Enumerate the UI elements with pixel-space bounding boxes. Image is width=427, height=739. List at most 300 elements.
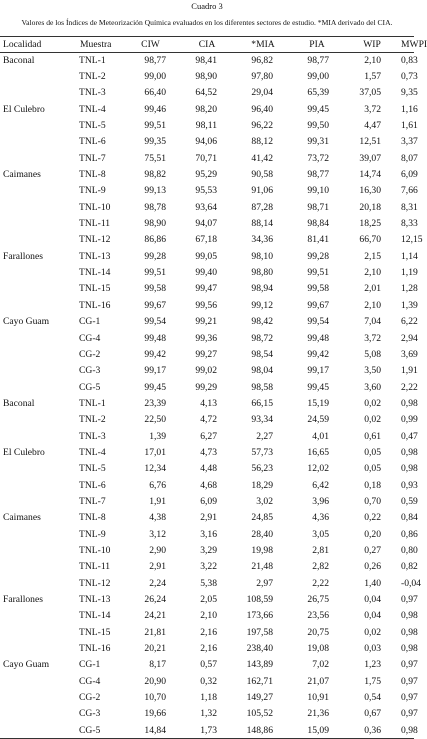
cell-muestra: CG-5 (70, 723, 122, 739)
cell-muestra: TNL-4 (79, 103, 106, 115)
cell-ciw: 99,13 (144, 185, 166, 197)
cell-mwpi: 12,15 (401, 234, 423, 246)
cell-ciw: 99,28 (144, 250, 166, 262)
cell-muestra: CG-2 (79, 692, 101, 704)
cell-pia: 99,58 (307, 283, 329, 295)
cell-ciw: 23,39 (144, 397, 166, 409)
cell-localidad (0, 85, 70, 101)
cell-pia: 21,36 (307, 708, 329, 720)
cell-mia: 3,02 (256, 495, 273, 507)
cell-wip: 14,74 (359, 169, 381, 181)
cell-localidad (0, 625, 70, 641)
cell-muestra: TNL-2 (79, 414, 106, 426)
table-row (0, 723, 414, 739)
cell-cia: 99,56 (195, 299, 217, 311)
cell-localidad (0, 576, 70, 592)
cell-pia: 99,10 (307, 185, 329, 197)
cell-wip: 1,23 (364, 659, 381, 671)
cell-wip: 0,61 (364, 430, 381, 442)
cell-ciw: 21,81 (144, 626, 166, 638)
cell-muestra: TNL-14 (79, 610, 111, 622)
cell-wip: 4,47 (364, 120, 381, 132)
table-row (0, 576, 414, 592)
cell-mwpi: 0,98 (401, 463, 418, 475)
cell-cia: 6,09 (200, 495, 217, 507)
cell-muestra: CG-5 (79, 381, 101, 393)
cell-ciw: 6,76 (149, 479, 166, 491)
cell-localidad (0, 363, 70, 379)
cell-ciw: 3,12 (149, 528, 166, 540)
cell-ciw: 98,77 (144, 54, 166, 66)
cell-ciw: 1,91 (149, 495, 166, 507)
cell-localidad (0, 183, 70, 199)
cell-cia: 4,48 (200, 463, 217, 475)
cell-localidad (0, 118, 70, 134)
cell-pia: 2,22 (312, 577, 329, 589)
cell-mwpi: 0,98 (401, 397, 418, 409)
table-row (0, 298, 414, 314)
table-row (0, 249, 414, 265)
cell-mwpi: 0,97 (401, 594, 418, 606)
cell-pia: 99,45 (307, 381, 329, 393)
cell-ciw: 98,82 (144, 169, 166, 181)
cell-cia: 0,32 (200, 675, 217, 687)
cell-ciw: 10,70 (144, 692, 166, 704)
cell-mia: 98,94 (251, 283, 273, 295)
cell-muestra: TNL-4 (79, 446, 106, 458)
cell-mwpi: 3,37 (401, 136, 418, 148)
cell-mwpi: 0,98 (401, 723, 414, 739)
cell-mia: 105,52 (246, 708, 273, 720)
table-row (0, 592, 414, 608)
cell-wip: 39,07 (359, 152, 381, 164)
cell-mia: 88,12 (251, 136, 273, 148)
cell-mia: 96,82 (251, 54, 273, 66)
header-mwpi: MWPI (401, 37, 414, 53)
cell-wip: 0,20 (364, 528, 381, 540)
table-row (0, 690, 414, 706)
cell-muestra: CG-4 (79, 675, 101, 687)
cell-pia: 98,84 (307, 218, 329, 230)
table-row (0, 379, 414, 395)
cell-ciw: 98,90 (144, 218, 166, 230)
cell-cia: 5,38 (200, 577, 217, 589)
cell-mwpi: 9,35 (401, 87, 418, 99)
cell-wip: 0,27 (364, 544, 381, 556)
cell-muestra: TNL-1 (79, 397, 106, 409)
cell-mwpi: 0,47 (401, 430, 418, 442)
cell-wip: 0,02 (364, 626, 381, 638)
cell-wip: 0,70 (364, 495, 381, 507)
table-row (0, 428, 414, 444)
table-row (0, 657, 414, 673)
cell-mwpi: 1,28 (401, 283, 418, 295)
cell-ciw: 8,17 (149, 659, 166, 671)
cell-localidad (0, 281, 70, 297)
cell-wip: 1,57 (364, 71, 381, 83)
cell-mia: 149,27 (246, 692, 273, 704)
cell-muestra: TNL-3 (79, 430, 106, 442)
cell-localidad (0, 134, 70, 150)
cell-wip: 18,25 (359, 218, 381, 230)
cell-cia: 1,18 (200, 692, 217, 704)
cell-wip: 3,50 (364, 365, 381, 377)
cell-ciw: 99,51 (144, 267, 166, 279)
cell-muestra: TNL-16 (79, 643, 111, 655)
cell-mia: 56,23 (251, 463, 273, 475)
cell-cia: 2,16 (200, 626, 217, 638)
cell-mia: 97,80 (251, 71, 273, 83)
cell-wip: 0,04 (364, 594, 381, 606)
cell-mia: 66,15 (251, 397, 273, 409)
cell-ciw: 99,67 (144, 299, 166, 311)
cell-wip: 0,18 (364, 479, 381, 491)
table-title: Cuadro 3 (191, 1, 223, 11)
table-row (0, 641, 414, 657)
cell-wip: 0,04 (364, 610, 381, 622)
cell-cia: 99,21 (195, 316, 217, 328)
cell-localidad (0, 216, 70, 232)
cell-cia: 95,29 (195, 169, 217, 181)
cell-muestra: TNL-1 (79, 54, 106, 66)
cell-ciw: 20,21 (144, 643, 166, 655)
cell-mwpi: 0,80 (401, 544, 418, 556)
cell-mia: 143,89 (246, 659, 273, 671)
cell-mia: 2,97 (256, 577, 273, 589)
cell-wip: 0,02 (364, 397, 381, 409)
cell-muestra: TNL-8 (79, 169, 106, 181)
cell-wip: 1,40 (364, 577, 381, 589)
cell-localidad: Cayo Guam (3, 659, 50, 671)
cell-mia: 197,58 (246, 626, 273, 638)
cell-mia: 93,34 (251, 414, 273, 426)
cell-mwpi: 0,93 (401, 479, 418, 491)
table-row (0, 674, 414, 690)
cell-localidad: Baconal (3, 54, 35, 66)
cell-ciw: 2,24 (149, 577, 166, 589)
cell-pia: 26,75 (307, 594, 329, 606)
cell-ciw: 1,39 (149, 430, 166, 442)
cell-cia: 3,29 (200, 544, 217, 556)
cell-wip: 3,72 (364, 103, 381, 115)
cell-ciw: 2,91 (149, 561, 166, 573)
cell-muestra: TNL-14 (79, 267, 111, 279)
cell-pia: 4,01 (312, 430, 329, 442)
cell-wip: 0,02 (364, 414, 381, 426)
cell-wip: 2,15 (364, 250, 381, 262)
cell-mia: 96,40 (251, 103, 273, 115)
cell-mia: 98,04 (251, 365, 273, 377)
table-row (0, 608, 414, 624)
table-row (0, 347, 414, 363)
cell-ciw: 99,54 (144, 316, 166, 328)
cell-muestra: CG-3 (79, 708, 101, 720)
cell-localidad (0, 461, 70, 477)
cell-cia: 99,36 (195, 332, 217, 344)
cell-ciw: 99,00 (144, 71, 166, 83)
cell-ciw: 4,38 (149, 512, 166, 524)
table-row (0, 281, 414, 297)
cell-cia: 99,02 (195, 365, 217, 377)
cell-cia: 99,05 (195, 250, 217, 262)
cell-wip: 0,67 (364, 708, 381, 720)
cell-cia: 2,16 (200, 643, 217, 655)
table-row (0, 461, 414, 477)
cell-cia: 94,06 (195, 136, 217, 148)
cell-cia: 98,41 (195, 54, 217, 66)
cell-pia: 20,75 (307, 626, 329, 638)
cell-pia: 99,54 (307, 316, 329, 328)
cell-pia: 81,41 (307, 234, 329, 246)
cell-muestra: CG-4 (79, 332, 101, 344)
cell-mia: 173,66 (246, 610, 273, 622)
cell-ciw: 20,90 (144, 675, 166, 687)
cell-ciw: 22,50 (144, 414, 166, 426)
table-row (0, 526, 414, 542)
cell-cia: 99,29 (195, 381, 217, 393)
cell-localidad (0, 330, 70, 346)
cell-pia: 99,50 (307, 120, 329, 132)
cell-mia: 98,80 (251, 267, 273, 279)
cell-mia: 91,06 (251, 185, 273, 197)
cell-pia: 3,05 (312, 528, 329, 540)
cell-cia: 64,52 (195, 87, 217, 99)
cell-mia: 87,28 (251, 201, 273, 213)
cell-wip: 0,36 (343, 723, 401, 739)
cell-localidad (0, 494, 70, 510)
cell-mia: 98,54 (251, 348, 273, 360)
cell-pia: 2,81 (312, 544, 329, 556)
cell-cia: 2,10 (200, 610, 217, 622)
cell-mwpi: 2,22 (401, 381, 418, 393)
cell-mwpi: 1,91 (401, 365, 418, 377)
table-row (0, 69, 414, 85)
cell-mia: 96,22 (251, 120, 273, 132)
cell-localidad (0, 428, 70, 444)
cell-muestra: TNL-12 (79, 234, 111, 246)
cell-cia: 6,27 (200, 430, 217, 442)
cell-cia: 98,90 (195, 71, 217, 83)
cell-pia: 99,67 (307, 299, 329, 311)
cell-mia: 162,71 (246, 675, 273, 687)
cell-cia: 99,47 (195, 283, 217, 295)
cell-muestra: TNL-13 (79, 594, 111, 606)
cell-wip: 20,18 (359, 201, 381, 213)
cell-localidad: Farallones (3, 594, 43, 606)
cell-localidad (0, 526, 70, 542)
cell-localidad (0, 608, 70, 624)
cell-localidad (0, 723, 70, 739)
table-row (0, 265, 414, 281)
table-row (0, 314, 414, 330)
cell-mwpi: 0,98 (401, 643, 418, 655)
cell-wip: 0,05 (364, 463, 381, 475)
table-row (0, 706, 414, 722)
cell-pia: 2,82 (312, 561, 329, 573)
cell-cia: 67,18 (195, 234, 217, 246)
cell-ciw: 26,24 (144, 594, 166, 606)
cell-pia: 99,45 (307, 103, 329, 115)
cell-localidad (0, 477, 70, 493)
cell-cia: 4,73 (200, 446, 217, 458)
cell-pia: 65,39 (307, 87, 329, 99)
cell-wip: 2,01 (364, 283, 381, 295)
cell-localidad (0, 690, 70, 706)
cell-ciw: 99,51 (144, 120, 166, 132)
cell-mwpi: 0,97 (401, 659, 418, 671)
cell-pia: 99,17 (307, 365, 329, 377)
cell-ciw: 19,66 (144, 708, 166, 720)
table-row (0, 183, 414, 199)
cell-localidad: Caimanes (3, 169, 41, 181)
cell-ciw: 99,35 (144, 136, 166, 148)
table-row (0, 200, 414, 216)
cell-cia: 94,07 (195, 218, 217, 230)
cell-muestra: TNL-9 (79, 528, 106, 540)
cell-wip: 1,75 (364, 675, 381, 687)
cell-localidad (0, 543, 70, 559)
cell-wip: 2,10 (364, 299, 381, 311)
table-row (0, 477, 414, 493)
cell-pia: 99,31 (307, 136, 329, 148)
cell-ciw: 99,48 (144, 332, 166, 344)
cell-pia: 99,48 (307, 332, 329, 344)
cell-localidad: Cayo Guam (3, 316, 50, 328)
cell-muestra: TNL-2 (79, 71, 106, 83)
table-row (0, 543, 414, 559)
cell-localidad (0, 200, 70, 216)
cell-pia: 10,91 (307, 692, 329, 704)
header-localidad: Localidad (0, 37, 70, 53)
cell-muestra: CG-2 (79, 348, 101, 360)
cell-mia: 108,59 (246, 594, 273, 606)
cell-mia: 98,10 (251, 250, 273, 262)
cell-mia: 57,73 (251, 446, 273, 458)
cell-mwpi: 0,84 (401, 512, 418, 524)
cell-cia: 95,53 (195, 185, 217, 197)
cell-cia: 4,68 (200, 479, 217, 491)
cell-localidad (0, 69, 70, 85)
cell-cia: 98,11 (195, 120, 217, 132)
cell-pia: 16,65 (307, 446, 329, 458)
cell-muestra: CG-3 (79, 365, 101, 377)
cell-mia: 21,48 (251, 561, 273, 573)
cell-mwpi: 0,83 (401, 54, 418, 66)
cell-localidad (0, 265, 70, 281)
table-header-row (0, 37, 414, 53)
cell-mia: 98,72 (251, 332, 273, 344)
cell-pia: 23,56 (307, 610, 329, 622)
cell-wip: 3,60 (364, 381, 381, 393)
cell-localidad (0, 232, 70, 248)
cell-mia: 41,42 (251, 152, 273, 164)
cell-ciw: 14,84 (122, 723, 179, 739)
cell-ciw: 24,21 (144, 610, 166, 622)
cell-pia: 98,77 (307, 54, 329, 66)
cell-pia: 99,51 (307, 267, 329, 279)
cell-muestra: TNL-6 (79, 479, 106, 491)
cell-cia: 1,32 (200, 708, 217, 720)
cell-pia: 12,02 (307, 463, 329, 475)
cell-muestra: TNL-16 (79, 299, 111, 311)
cell-mwpi: 8,31 (401, 201, 418, 213)
cell-mwpi: 1,19 (401, 267, 418, 279)
cell-muestra: TNL-6 (79, 136, 106, 148)
cell-mwpi: 3,69 (401, 348, 418, 360)
header-pia: PIA (291, 37, 343, 53)
table-row (0, 412, 414, 428)
table-row (0, 625, 414, 641)
cell-mia: 24,85 (251, 512, 273, 524)
cell-pia: 7,02 (312, 659, 329, 671)
cell-mia: 99,12 (251, 299, 273, 311)
cell-mwpi: 1,14 (401, 250, 418, 262)
cell-muestra: TNL-13 (79, 250, 111, 262)
cell-ciw: 12,34 (144, 463, 166, 475)
cell-wip: 37,05 (359, 87, 381, 99)
cell-mwpi: 1,61 (401, 120, 418, 132)
cell-mwpi: 0,97 (401, 675, 418, 687)
cell-wip: 0,05 (364, 446, 381, 458)
cell-ciw: 99,45 (144, 381, 166, 393)
table-row (0, 330, 414, 346)
cell-pia: 99,28 (307, 250, 329, 262)
cell-pia: 4,36 (312, 512, 329, 524)
cell-localidad (0, 674, 70, 690)
cell-muestra: TNL-10 (79, 544, 111, 556)
table-row (0, 232, 414, 248)
cell-ciw: 99,58 (144, 283, 166, 295)
table-caption: Valores de los Índices de Meteorización Química evaluados en los diferentes sectores de estudio. *MIA derivado del CIA. (21, 18, 393, 27)
cell-localidad (0, 151, 70, 167)
cell-mia: 28,40 (251, 528, 273, 540)
cell-cia: 4,72 (200, 414, 217, 426)
cell-cia: 2,91 (200, 512, 217, 524)
cell-cia: 1,73 (179, 723, 235, 739)
cell-ciw: 99,17 (144, 365, 166, 377)
cell-ciw: 17,01 (144, 446, 166, 458)
cell-mwpi: 0,98 (401, 610, 418, 622)
table-row (0, 559, 414, 575)
header-ciw: CIW (122, 37, 179, 53)
cell-localidad (0, 347, 70, 363)
cell-mwpi: 0,82 (401, 561, 418, 573)
cell-cia: 4,13 (200, 397, 217, 409)
cell-wip: 2,10 (364, 267, 381, 279)
cell-muestra: TNL-11 (79, 218, 111, 230)
weathering-index-table (0, 36, 427, 739)
cell-wip: 5,08 (364, 348, 381, 360)
cell-ciw: 75,51 (144, 152, 166, 164)
table-row (0, 102, 414, 118)
cell-cia: 70,71 (195, 152, 217, 164)
header-cia: CIA (179, 37, 235, 53)
cell-pia: 3,96 (312, 495, 329, 507)
cell-mwpi: 0,99 (401, 414, 418, 426)
cell-wip: 3,72 (364, 332, 381, 344)
cell-wip: 7,04 (364, 316, 381, 328)
cell-pia: 15,09 (291, 723, 343, 739)
cell-mia: 19,98 (251, 544, 273, 556)
cell-mwpi: 0,73 (401, 71, 418, 83)
cell-pia: 6,42 (312, 479, 329, 491)
header-muestra: Muestra (70, 37, 122, 53)
cell-mia: 88,14 (251, 218, 273, 230)
table-row (0, 510, 414, 526)
cell-mwpi: 1,39 (401, 299, 418, 311)
cell-muestra: CG-1 (79, 316, 101, 328)
cell-localidad: Caimanes (3, 512, 41, 524)
